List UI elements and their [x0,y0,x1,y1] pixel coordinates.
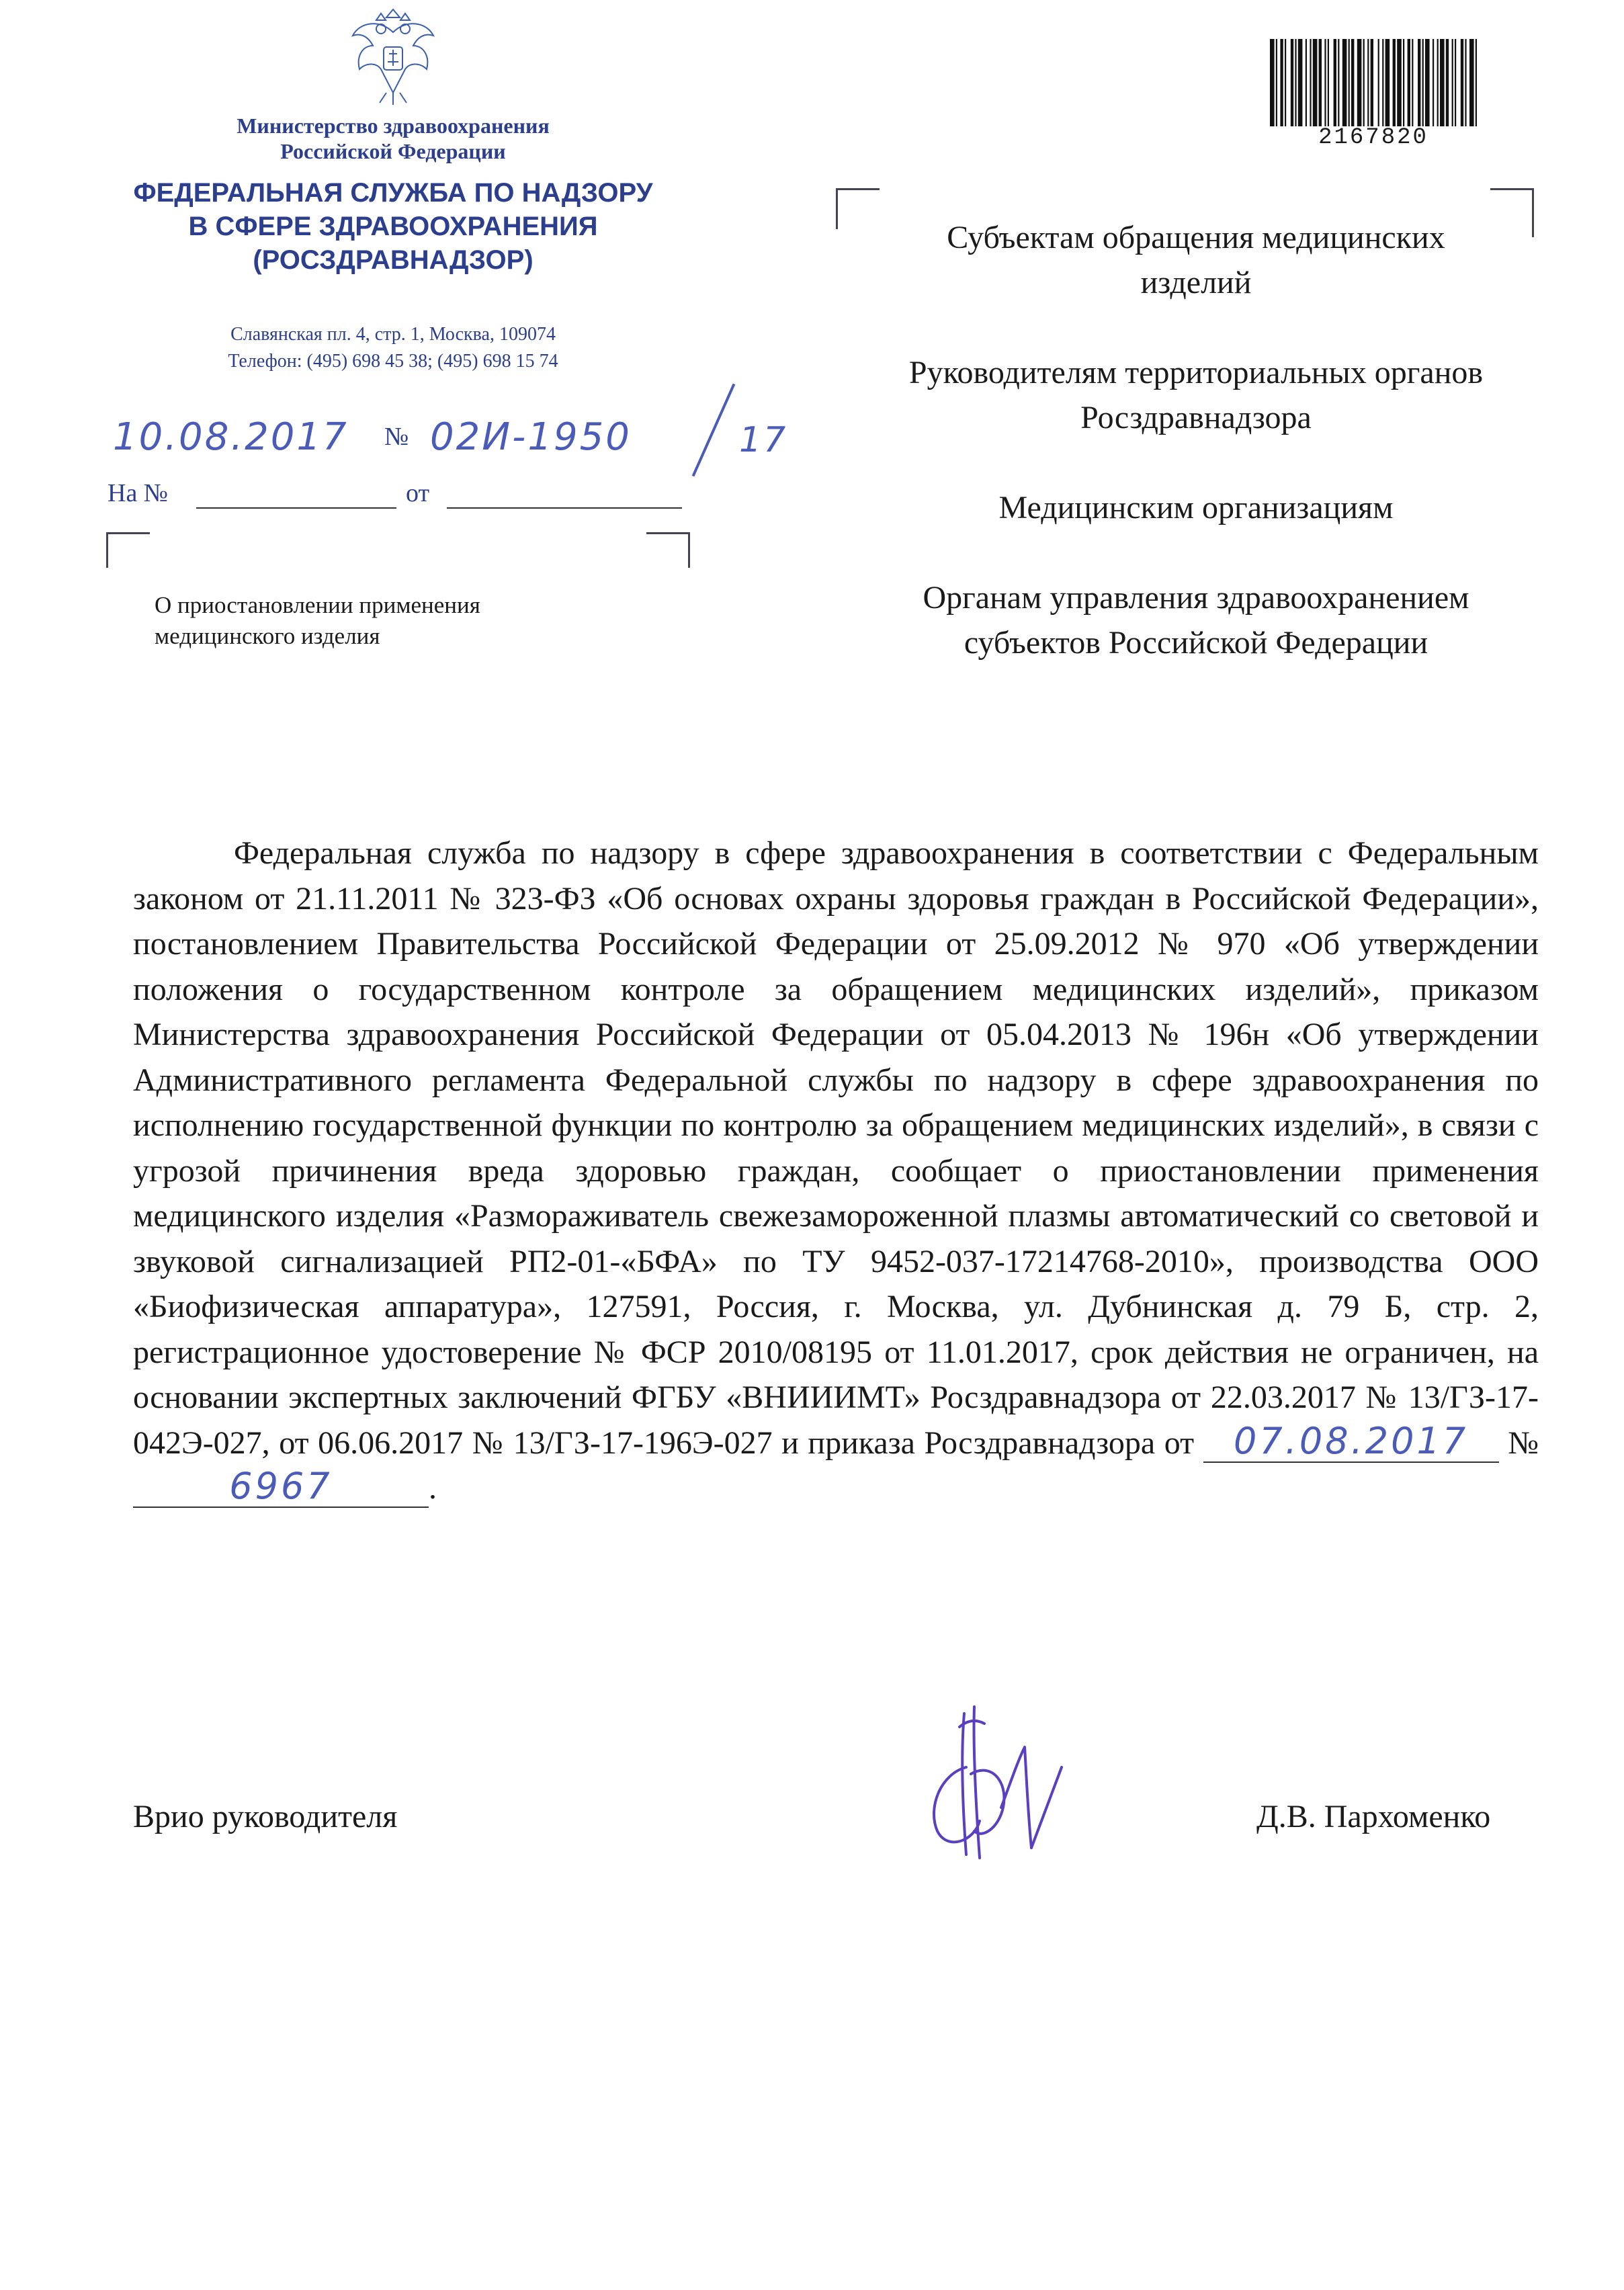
service-line-3: (РОСЗДРАВНАДЗОР) [253,245,533,275]
barcode-bar [1367,39,1369,126]
barcode-bar [1334,39,1336,126]
barcode [1269,39,1478,126]
barcode-bar [1440,39,1445,126]
signatory-name: Д.В. Пархоменко [1256,1799,1491,1834]
ministry-line-2: Российской Федерации [280,139,506,163]
barcode-bar [1403,39,1404,126]
barcode-bar [1349,39,1350,126]
barcode-bar [1455,39,1456,126]
subject-corner-left [106,532,150,568]
barcode-bar [1433,39,1434,126]
barcode-bar [1425,39,1430,126]
barcode-bar [1328,39,1329,126]
service-name [87,176,699,277]
barcode-bar [1437,39,1439,126]
recipient-item: Руководителям территориальных органов Росздравнадзора [908,355,1484,435]
barcode-bar [1393,39,1396,126]
barcode-bar [1338,39,1339,126]
subject-line-2: медицинского изделия [155,623,380,649]
registration-number: 02И-1950 [430,415,632,459]
order-number-sign: № [1508,1425,1539,1461]
barcode-bar [1465,39,1466,126]
barcode-bar [1270,39,1275,126]
signatory-title: Врио руководителя [133,1799,398,1834]
address-line: Славянская пл. 4, стр. 1, Москва, 109074 [230,324,556,345]
barcode-bar [1298,39,1303,126]
phone-line: Телефон: (495) 698 45 38; (495) 698 15 74 [228,351,558,372]
recipient-item: Медицинским организациям [998,490,1394,525]
barcode-bar [1476,39,1477,126]
barcode-bar [1408,39,1410,126]
reply-to-number-label: На № [108,479,169,507]
barcode-bar [1342,39,1347,126]
service-line-1: ФЕДЕРАЛЬНАЯ СЛУЖБА ПО НАДЗОРУ [133,178,653,208]
recipients-block [894,215,1498,710]
registration-number-sign: № [384,423,409,451]
barcode-bar [1446,39,1449,126]
barcode-bar [1382,39,1383,126]
barcode-bar [1276,39,1277,126]
barcode-bar [1378,39,1379,126]
barcode-bar [1385,39,1390,126]
order-number: 6967 [229,1465,333,1507]
barcode-bar [1319,39,1322,126]
barcode-bar [1324,39,1326,126]
barcode-bar [1461,39,1463,126]
recipient-item: Субъектам обращения медицинских изделий [947,220,1445,300]
barcode-bar [1422,39,1424,126]
reply-to-date-line [447,507,682,509]
ministry-line-1: Министерство здравоохранения [237,114,550,138]
recipient-item: Органам управления здравоохранением субъектов Российской Федерации [923,580,1469,661]
barcode-bar [1397,39,1402,126]
registration-slash [692,384,736,477]
barcode-bar [1469,39,1474,126]
barcode-bar [1310,39,1311,126]
body-end-punct: . [429,1470,437,1506]
reply-to-date-label: от [406,479,430,507]
barcode-bar [1351,39,1354,126]
subject-corner-right [646,532,690,568]
barcode-bar [1357,39,1362,126]
barcode-bar [1412,39,1413,126]
barcode-bar [1295,39,1296,126]
ministry-name [101,113,685,164]
barcode-bar [1363,39,1365,126]
reply-to-number-line [196,507,396,509]
barcode-bar [1418,39,1420,126]
barcode-bar [1371,39,1373,126]
subject-line-1: О приостановлении применения [155,592,480,618]
service-line-2: В СФЕРЕ ЗДРАВООХРАНЕНИЯ [188,212,598,241]
barcode-bar [1280,39,1283,126]
registration-date: 10.08.2017 [113,415,349,459]
handwritten-signature [900,1687,1102,1888]
recipient-corner-left [836,188,880,229]
barcode-number: 2167820 [1318,125,1428,151]
registration-number-suffix: 17 [739,420,788,460]
order-date: 07.08.2017 [1234,1419,1469,1462]
barcode-bar [1306,39,1307,126]
letter-subject [155,590,679,652]
barcode-bar [1291,39,1293,126]
service-address [101,321,685,375]
order-date-field [1203,1419,1499,1463]
order-number-field [133,1465,429,1508]
barcode-bar [1313,39,1318,126]
barcode-bar [1452,39,1453,126]
body-text-main: Федеральная служба по надзору в сфере здравоохранения в соответствии с Федеральным законом от 21.11.2011 № 323-ФЗ «Об основах охраны здоровья граждан в Российской Федерации», постановлением Правительства Российской Федерации от 25.09.2012 № 970 «Об утверждении положения о государственном контроле за обращением медицинских изделий», приказом Министерства здравоохранения Российской Федерации от 05.04.2013 № 196н «Об утверждении Административного регламента Федеральной службы по надзору в сфере здравоохранения по исполнению государственной функции по контролю за обращением медицинских изделий», в связи с угрозой причинения вреда здоровью граждан, сообщает о приостановлении применения медицинского изделия «Размораживатель свежезамороженной плазмы автоматический со световой и звуковой сигнализацией РП2-01-«БФА» по ТУ 9452-037-17214768-2010», производства ООО «Биофизическая аппаратура», 127591, Россия, г. Москва, ул. Дубнинская д. 79 Б, стр. 2, регистрационное удостоверение № ФСР 2010/08195 от 11.01.2017, срок действия не ограничен, на основании экспертных заключений ФГБУ «ВНИИИМТ» Росздравнадзора от 22.03.2017 № 13/ГЗ-17-042Э-027, от 06.06.2017 № 13/ГЗ-17-196Э-027 и приказа Росздравнадзора от [133,835,1539,1461]
coat-of-arms-emblem [339,5,447,106]
body-paragraph [133,831,1539,1511]
barcode-bar [1285,39,1286,126]
